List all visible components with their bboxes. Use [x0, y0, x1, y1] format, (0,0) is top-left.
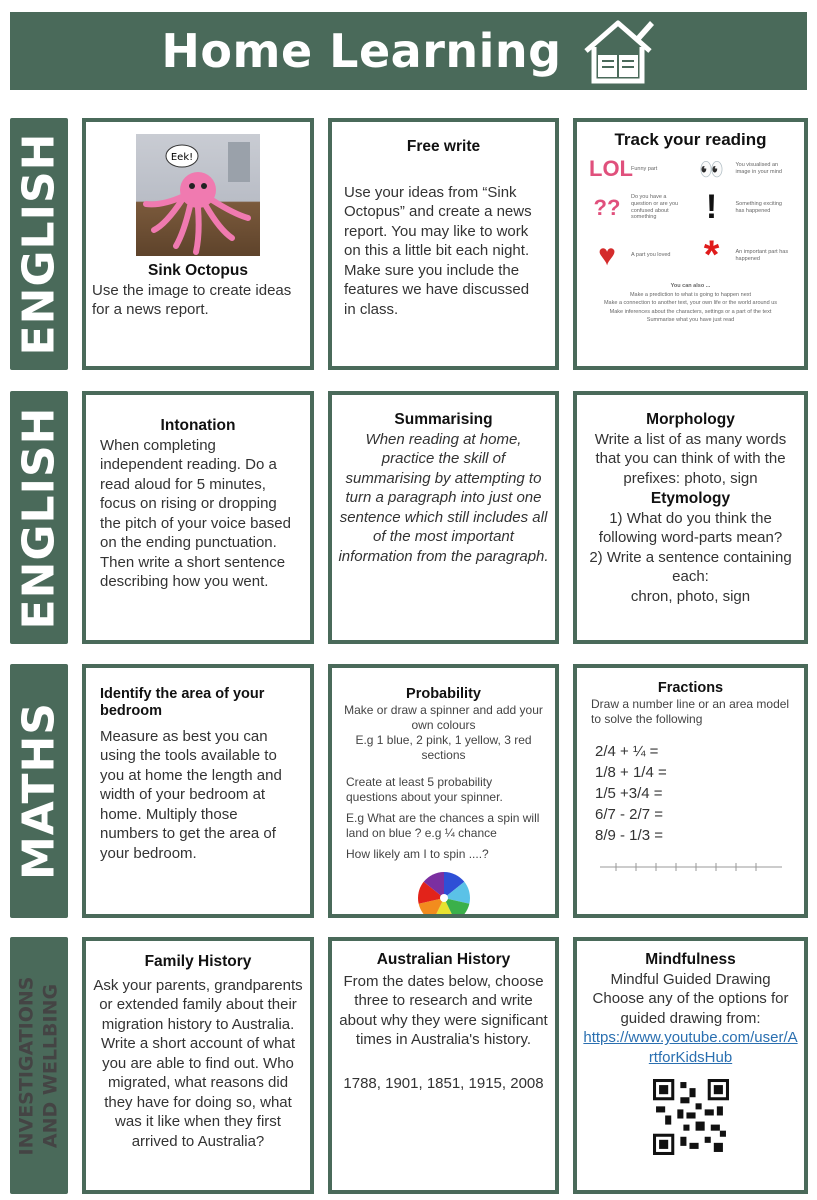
- etymology-q2: 2) Write a sentence containing each:: [589, 548, 792, 586]
- spinner-icon: [416, 870, 472, 918]
- card-title: Free write: [406, 138, 481, 155]
- track-row: LOL Funny part 👀 You visualised an image in your mind: [589, 156, 782, 181]
- card-title: Sink Octopus: [148, 262, 248, 279]
- lol-icon: LOL: [589, 156, 633, 181]
- heart-icon: ♥: [598, 238, 616, 272]
- probability-sub: Make or draw a spinner and add your own colours: [344, 703, 543, 733]
- artforkidshub-link[interactable]: https://www.youtube.com/user/ArtforKidsHub: [583, 1029, 798, 1066]
- card-intonation: [82, 391, 314, 644]
- card-title: Probability: [406, 686, 481, 702]
- house-book-pencil-icon: [580, 17, 656, 85]
- card-text: When completing independent reading. Do a read aloud for 5 minutes, focus on rising or dropping the pitch of your voice based on the ending punctuation. Then write a short sentence describing how you went.: [100, 436, 291, 591]
- spinner-center: [440, 894, 448, 902]
- card-mindfulness: [573, 937, 808, 1194]
- card-title: Mindfulness: [645, 951, 736, 968]
- fraction-problems: 2/4 + ¼ = 1/8 + 1/4 = 1/5 +3/4 = 6/7 - 2/7 = 8/9 - 1/3 =: [595, 743, 667, 845]
- probability-eg: E.g 1 blue, 2 pink, 1 yellow, 3 red sections: [355, 733, 532, 763]
- card-text: From the dates below, choose three to research and write about why they were significant times in Australia's history.: [339, 972, 548, 1049]
- card-text: Use your ideas from “Sink Octopus” and create a news report. You may like to work on this a little bit each night. Make sure you include the features we have discussed in class.: [344, 183, 532, 318]
- card-title: Fractions: [657, 680, 724, 696]
- section-label-maths: MATHS: [10, 664, 68, 918]
- probability-text: Create at least 5 probability questions about your spinner.: [346, 775, 503, 805]
- speech-text: Eek!: [170, 152, 194, 163]
- card-probability: [328, 664, 559, 918]
- card-fractions: [573, 664, 808, 918]
- octopus-photo: [136, 134, 260, 256]
- section-label-investigations: INVESTIGATIONS AND WELLBING: [10, 937, 68, 1194]
- header-banner: [10, 12, 807, 90]
- card-summarising: [328, 391, 559, 644]
- card-family-history: [82, 937, 314, 1194]
- card-title: Australian History: [376, 951, 511, 968]
- etymology-title: Etymology: [650, 490, 731, 508]
- word-parts: chron, photo, sign: [630, 587, 751, 605]
- section-label-english-2: ENGLISH: [10, 391, 68, 644]
- card-area: [82, 664, 314, 918]
- card-morphology: [573, 391, 808, 644]
- card-text: When reading at home, practice the skill of summarising by attempting to turn a paragraph into just one sentence which still includes all of the most important information from the paragraph.: [338, 430, 549, 565]
- card-text: Write a list of as many words that you can think of with the prefixes: photo, sign: [594, 430, 787, 487]
- section-label-english-1: ENGLISH: [10, 118, 68, 370]
- track-row: ?? Do you have a question or are you confused about something ! Something exciting has happened: [589, 188, 792, 227]
- etymology-q1: 1) What do you think the following word-parts mean?: [598, 509, 783, 547]
- card-text: Ask your parents, grandparents or extended family about their migration history to Australia. Write a short account of what you are able to find out. Who migrated, what reasons did they have for doing so, what was it like when they first arrived to Australia?: [93, 976, 303, 1150]
- card-text: Measure as best you can using the tools available to you at home the length and width of your bedroom at home. Multiply those numbers to get the area of your bedroom.: [100, 727, 282, 862]
- card-australian-history: [328, 937, 559, 1194]
- asterisk-icon: *: [703, 233, 720, 277]
- card-text: Mindful Guided Drawing Choose any of the options for guided drawing from:: [592, 970, 789, 1027]
- card-title: Family History: [144, 953, 252, 970]
- card-track-reading: [573, 118, 808, 370]
- card-title: Track your reading: [614, 130, 767, 149]
- track-row: ♥ A part you loved * An important part has happened: [589, 233, 792, 278]
- card-title: Summarising: [394, 411, 493, 428]
- card-text: Use the image to create ideas for a news report.: [92, 281, 292, 319]
- card-title: Intonation: [160, 417, 236, 434]
- card-title: Morphology: [646, 411, 735, 428]
- card-text: Draw a number line or an area model to solve the following: [591, 697, 790, 727]
- number-line-icon: [596, 860, 786, 874]
- eyes-icon: 👀: [699, 158, 724, 181]
- card-title: Identify the area of your bedroom: [100, 686, 265, 720]
- question-marks-icon: ??: [593, 194, 621, 220]
- probability-text: E.g What are the chances a spin will land on blue ? e.g ¼ chance: [346, 811, 540, 841]
- card-sink-octopus: [82, 118, 314, 370]
- page-title: Home Learning: [161, 24, 562, 78]
- track-list: You can also ... Make a prediction to what is going to happen next Make a connection to another text, your own life or the world around us Make inferences about the characters, settings or a part of the text Summarise what you have just read: [603, 283, 778, 324]
- probability-text: How likely am I to spin ....?: [346, 847, 489, 862]
- qr-code-icon[interactable]: [653, 1079, 729, 1155]
- history-dates: 1788, 1901, 1851, 1915, 2008: [343, 1074, 544, 1092]
- exclamation-icon: !: [705, 188, 718, 226]
- card-free-write: [328, 118, 559, 370]
